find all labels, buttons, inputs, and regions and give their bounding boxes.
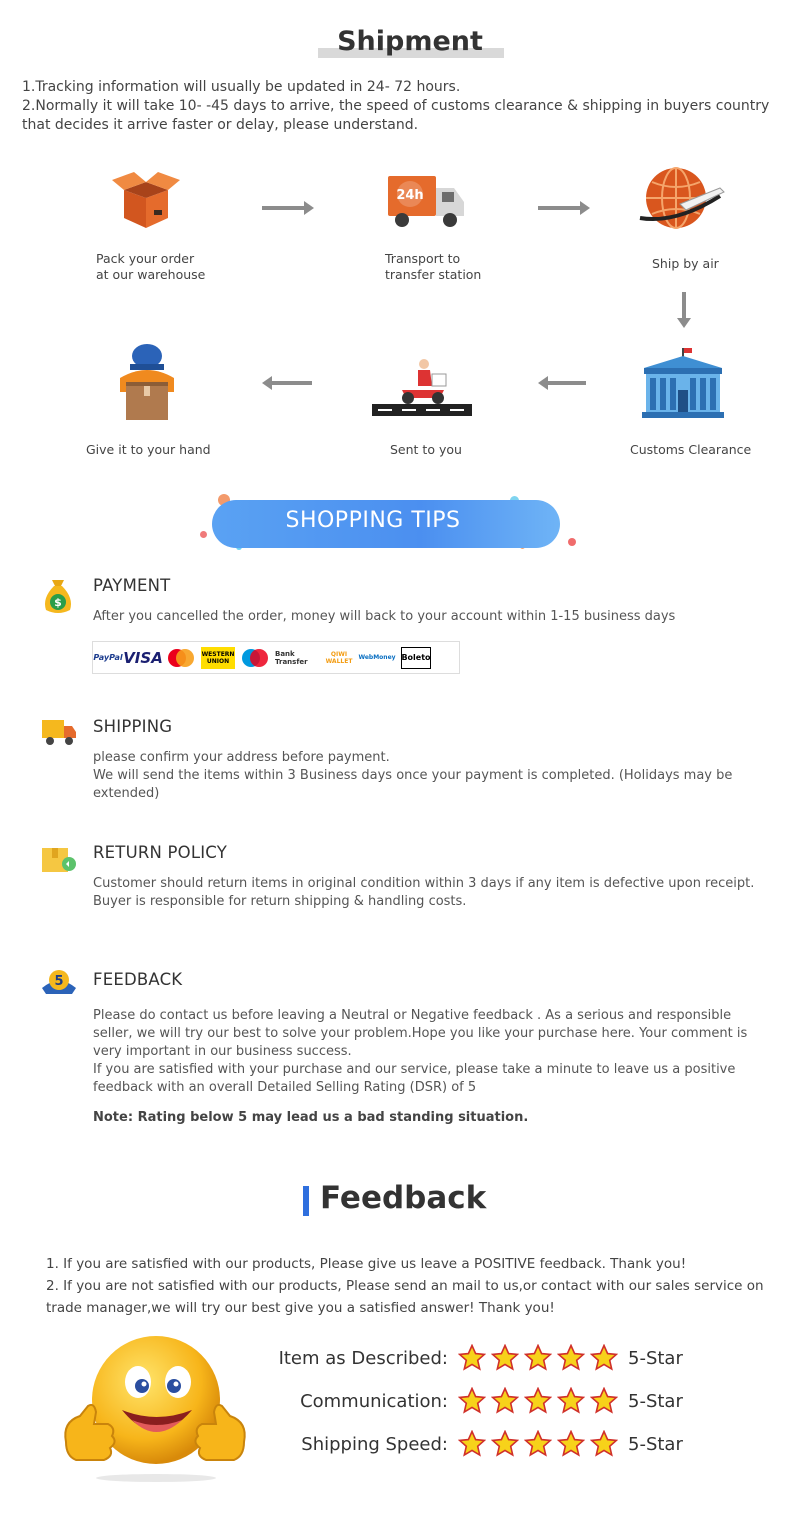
rating-value: 5-Star — [628, 1434, 683, 1455]
step-customs — [630, 442, 751, 458]
boleto-logo: Boleto — [401, 647, 431, 669]
step-give — [86, 442, 211, 458]
qiwi-logo: QIWI WALLET — [325, 650, 353, 665]
step-pack — [96, 251, 205, 283]
svg-text:24h: 24h — [396, 188, 424, 203]
step-label: transfer station — [385, 267, 482, 282]
money-bag-icon — [40, 576, 76, 612]
svg-text:$: $ — [54, 596, 62, 609]
shipment-info-line: 2.Normally it will take 10- -45 days to arrive, the speed of customs clearance & shipping in buyers country that decides it arrive faster or delay, please understand. — [22, 98, 770, 133]
feedback-accent-bar — [303, 1186, 309, 1216]
shipping-line: We will send the items within 3 Business days once your payment is completed. (Holidays may be extended) — [93, 768, 733, 801]
feedback-title: Feedback — [320, 1180, 487, 1216]
badge-number: 5 — [54, 974, 64, 989]
rating-label: Item as Described: — [278, 1348, 448, 1369]
shopping-tips-title: SHOPPING TIPS — [285, 508, 461, 533]
shipment-header — [0, 26, 800, 66]
shipment-title: Shipment — [337, 26, 483, 57]
star-icon — [491, 1344, 519, 1372]
step-label: Sent to you — [390, 442, 462, 457]
return-policy-text: Customer should return items in original condition within 3 days if any item is defective upon receipt. Buyer is responsible for return shipping & handling costs. — [93, 876, 755, 909]
rating-value: 5-Star — [628, 1391, 683, 1412]
return-policy-body — [93, 875, 773, 911]
star-icon — [458, 1430, 486, 1458]
rating-stars — [458, 1387, 618, 1415]
star-icon — [458, 1344, 486, 1372]
return-policy-title: RETURN POLICY — [93, 843, 228, 862]
star-icon — [524, 1344, 552, 1372]
star-icon — [557, 1430, 585, 1458]
step-transport — [385, 251, 481, 283]
arrow-right-icon — [538, 206, 582, 210]
shipping-title: SHIPPING — [93, 717, 173, 736]
return-box-icon — [40, 842, 76, 878]
globe-plane-icon — [636, 166, 726, 232]
feedback-paragraph: Please do contact us before leaving a Neutral or Negative feedback . As a serious and responsible seller, we will try our best to solve your problem.Hope you like your purchase here. Your comment is very important in our business success. — [93, 1008, 748, 1059]
paypal-logo: PayPal — [93, 653, 123, 662]
step-label: Transport to — [385, 251, 461, 266]
delivery-truck-icon — [40, 716, 76, 752]
five-star-badge-icon — [38, 966, 80, 1002]
smiley-thumbs-up-icon — [60, 1332, 250, 1484]
decor-dot — [568, 538, 576, 546]
star-icon — [491, 1430, 519, 1458]
step-label: Pack your order — [96, 251, 195, 266]
star-icon — [590, 1344, 618, 1372]
box-icon — [110, 168, 182, 230]
star-icon — [557, 1387, 585, 1415]
rating-stars — [458, 1344, 618, 1372]
step-ship-air — [652, 256, 719, 272]
feedback-note: Note: Rating below 5 may lead us a bad standing situation. — [93, 1110, 529, 1125]
arrow-down-icon — [682, 292, 686, 320]
shipping-line: please confirm your address before payment. — [93, 750, 390, 765]
payment-text: After you cancelled the order, money will back to your account within 1-15 business days — [93, 609, 676, 624]
shipping-body — [93, 749, 773, 803]
maestro-logo — [241, 647, 269, 669]
rating-label: Shipping Speed: — [301, 1434, 448, 1455]
feedback-line: 1. If you are satisfied with our products, Please give us leave a POSITIVE feedback. Thank you! — [46, 1256, 687, 1272]
arrow-right-icon — [262, 206, 306, 210]
mastercard-logo — [167, 647, 195, 669]
star-icon — [458, 1387, 486, 1415]
feedback-section-title: FEEDBACK — [93, 970, 183, 989]
star-icon — [590, 1430, 618, 1458]
rating-label: Communication: — [300, 1391, 448, 1412]
step-label: Customs Clearance — [630, 442, 752, 457]
feedback-line: 2. If you are not satisfied with our products, Please send an mail to us,or contact with our sales service on trade manager,we will try our best give you a satisfied answer! Thank you! — [46, 1278, 764, 1316]
star-icon — [491, 1387, 519, 1415]
payment-body — [93, 608, 773, 626]
decor-dot — [200, 531, 207, 538]
courier-package-icon — [116, 342, 178, 422]
star-icon — [557, 1344, 585, 1372]
scooter-delivery-icon — [372, 356, 472, 418]
shipment-info — [22, 78, 797, 135]
star-icon — [524, 1430, 552, 1458]
bank-transfer-logo: Bank Transfer — [275, 649, 308, 666]
arrow-left-icon — [270, 381, 312, 385]
customs-building-icon — [640, 346, 726, 420]
webmoney-logo: WebMoney — [358, 654, 396, 661]
payment-methods — [92, 641, 460, 674]
step-label: Give it to your hand — [86, 442, 211, 457]
truck-24h-icon — [386, 172, 468, 232]
step-sent — [390, 442, 462, 458]
rating-value: 5-Star — [628, 1348, 683, 1369]
shipment-info-line: 1.Tracking information will usually be updated in 24- 72 hours. — [22, 79, 461, 95]
feedback-paragraph: If you are satisfied with your purchase and our service, please take a minute to leave us a positive feedback with an overall Detailed Selling Rating (DSR) of 5 — [93, 1062, 736, 1095]
arrow-left-icon — [546, 381, 586, 385]
feedback-section-body — [93, 1007, 773, 1127]
visa-logo: VISA — [123, 648, 163, 667]
rating-stars — [458, 1430, 618, 1458]
step-label: at our warehouse — [96, 267, 206, 282]
western-union-logo: WESTERN UNION — [201, 647, 235, 669]
payment-title: PAYMENT — [93, 576, 171, 595]
star-icon — [524, 1387, 552, 1415]
feedback-text — [46, 1253, 766, 1319]
step-label: Ship by air — [652, 256, 719, 271]
star-icon — [590, 1387, 618, 1415]
